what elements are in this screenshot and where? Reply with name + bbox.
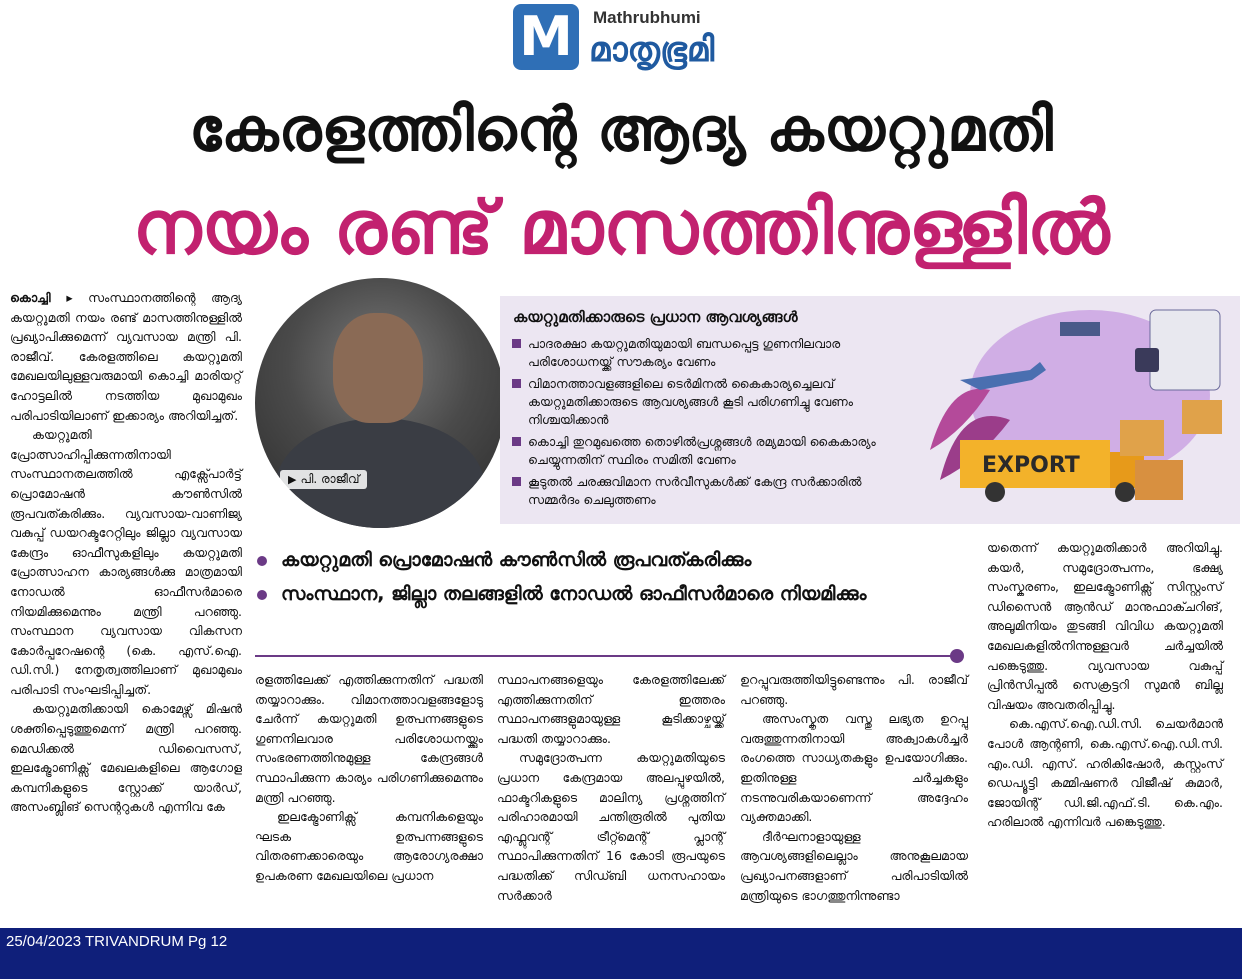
footer-text: 25/04/2023 TRIVANDRUM Pg 12	[6, 933, 228, 950]
square-bullet-icon	[512, 477, 521, 486]
article-column-3	[497, 670, 725, 905]
article-column-4	[740, 670, 968, 905]
logo-badge: M	[513, 4, 579, 70]
article-column-1	[10, 288, 242, 817]
list-item: വിമാനത്താവളങ്ങളിലെ ടെർമിനൽ കൈകാര്യച്ചെലവ് കയറ്റുമതിക്കാരുടെ ആവശ്യങ്ങൾ കൂടി പരിഗണിച്ചു വേണം നിശ്ചയിക്കാൻ	[512, 375, 912, 429]
play-icon: ▶	[288, 473, 297, 486]
headline-line-1: കേരളത്തിന്റെ ആദ്യ കയറ്റുമതി	[189, 95, 1053, 165]
square-bullet-icon	[512, 339, 521, 348]
list-item: കൂടുതൽ ചരക്കുവിമാന സർവീസുകൾക്ക് കേന്ദ്ര സർക്കാരിൽ സമ്മർദം ചെലുത്തണം	[512, 473, 912, 509]
article-column-5	[987, 538, 1223, 832]
truck-wheel	[1115, 482, 1135, 502]
paragraph: രളത്തിലേക്ക് എത്തിക്കുന്നതിന് പദ്ധതി തയ്യാറാക്കും. വിമാനത്താവളങ്ങളോടു ചേർന്ന് കയറ്റുമതി ഉത്പന്നങ്ങളുടെ ഗുണനിലവാര പരിശോധനയ്ക്കും സംഭരണത്തിനുമുള്ള കേന്ദ്രങ്ങൾ സ്ഥാപിക്കുന്ന കാര്യം പരിഗണിക്കുമെന്നും മന്ത്രി പറഞ്ഞു.	[255, 672, 483, 805]
key-point: കയറ്റുമതി പ്രൊമോഷൻ കൗൺസിൽ രൂപവത്കരിക്കും	[255, 545, 965, 575]
paragraph: കെ.എസ്.ഐ.ഡി.സി. ചെയർമാൻ പോൾ ആന്റണി, കെ.എസ്.ഐ.ഡി.സി. എം.ഡി. എസ്. ഹരികിഷോർ, കസ്റ്റംസ് ഡെപ്യൂട്ടി കമ്മിഷണർ വിജീഷ് കുമാർ, ജോയിന്റ് ഡി.ജി.എഫ്.ടി. കെ.എം. ഹരിലാൽ എന്നിവർ പങ്കെടുത്തു.	[987, 716, 1223, 830]
minister-photo	[255, 278, 505, 528]
clipboard-icon	[1150, 310, 1220, 390]
export-illustration	[920, 300, 1240, 522]
round-bullet-icon	[257, 556, 267, 566]
photo-caption	[280, 470, 367, 489]
key-point: സംസ്ഥാന, ജില്ലാ തലങ്ങളിൽ നോഡൽ ഓഫീസർമാരെ നിയമിക്കും	[255, 579, 965, 609]
paragraph: യതെന്ന് കയറ്റുമതിക്കാർ അറിയിച്ചു. കയർ, സമുദ്രോത്പന്നം, ഭക്ഷ്യ സംസ്കരണം, ഇലക്ട്രോണിക്സ് സിസ്റ്റംസ് ഡിസൈൻ ആൻഡ് മാനുഫാക്ചറിങ്, അലൂമിനിയം തുടങ്ങി വിവിധ കയറ്റുമതി മേഖലകളിൽനിന്നുള്ളവർ ചർച്ചയിൽ പങ്കെടുത്തു. വ്യവസായ വകുപ്പ് പ്രിൻസിപ്പൽ സെക്രട്ടറി സുമൻ ബില്ല വിഷയം അവതരിപ്പിച്ചു.	[987, 540, 1223, 712]
train-icon	[1135, 348, 1159, 372]
article-column-2	[255, 670, 483, 886]
headline-line-2: നയം രണ്ട് മാസത്തിനുള്ളിൽ	[132, 185, 1110, 271]
paragraph: സ്ഥാപനങ്ങളെയും കേരളത്തിലേക്ക് എത്തിക്കുന്നതിന് ഇത്തരം സ്ഥാപനങ്ങളുമായുള്ള കൂടിക്കാഴ്ചയ്ക്ക് പദ്ധതി തയ്യാറാക്കും.	[497, 672, 725, 746]
paragraph: അസംസ്കൃത വസ്തു ലഭ്യത ഉറപ്പു വരുത്തുന്നതിനായി അക്വാകൾച്ചർ രംഗത്തെ സാധ്യതകളും ഉപയോഗിക്കും. ഇതിനുള്ള ചർച്ചകളും നടന്നുവരികയാണെന്ന് അദ്ദേഹം വ്യക്തമാക്കി.	[740, 711, 968, 825]
info-box-title: കയറ്റുമതിക്കാരുടെ പ്രധാന ആവശ്യങ്ങൾ	[513, 308, 798, 326]
key-points	[255, 545, 965, 613]
paragraph: കയറ്റുമതിക്കായി കൊമേഴ്സ് മിഷൻ ശക്തിപ്പെടുത്തുമെന്ന് മന്ത്രി പറഞ്ഞു. മെഡിക്കൽ ഡിവൈസസ്, ഇലക്ട്രോണിക്സ് മേഖലകളിലെ ആഗോള കമ്പനികളുടെ സ്റ്റോക്ക് യാർഡ്, അസംബ്ലിങ് സെന്ററുകൾ എന്നിവ കേ	[10, 701, 242, 815]
box-icon	[1135, 460, 1183, 500]
dateline: കൊച്ചി ▸	[10, 290, 73, 305]
truck-wheel	[985, 482, 1005, 502]
round-bullet-icon	[257, 590, 267, 600]
paragraph: സംസ്ഥാനത്തിന്റെ ആദ്യ കയറ്റുമതി നയം രണ്ട് മാസത്തിനുള്ളിൽ പ്രഖ്യാപിക്കുമെന്ന് വ്യവസായ മന്ത്രി പി. രാജീവ്. കേരളത്തിലെ കയറ്റുമതി മേഖലയിലുള്ളവരുമായി കൊച്ചി മാരിയറ്റ് ഹോട്ടലിൽ നടത്തിയ മുഖാമുഖം പരിപാടിയിലാണ് ഇക്കാര്യം അറിയിച്ചത്.	[10, 290, 242, 423]
logo-name-malayalam: മാതൃഭൂമി	[589, 30, 715, 70]
divider-end-dot	[950, 649, 964, 663]
paragraph: ഇലക്ട്രോണിക്സ് കമ്പനികളെയും ഘടക ഉത്പന്നങ്ങളുടെ വിതരണക്കാരെയും ആരോഗ്യരക്ഷാ ഉപകരണ മേഖലയിലെ പ്രധാന	[255, 809, 483, 883]
info-box-list	[512, 335, 912, 513]
square-bullet-icon	[512, 437, 521, 446]
footer-bar	[0, 928, 1242, 979]
photo-figure-head	[333, 313, 423, 423]
masthead-logo	[513, 4, 783, 74]
export-label: EXPORT	[982, 453, 1080, 478]
square-bullet-icon	[512, 379, 521, 388]
paragraph: സമുദ്രോത്പന്ന കയറ്റുമതിയുടെ പ്രധാന കേന്ദ്രമായ അലപ്പുഴയിൽ, ഫാക്ടറികളുടെ മാലിന്യ പ്രശ്നത്തിന് പരിഹാരമായി ചന്തിരൂരിൽ പുതിയ എഫ്ലുവന്റ് ട്രീറ്റ്മെന്റ് പ്ലാന്റ് സ്ഥാപിക്കുന്നതിന് 16 കോടി രൂപയുടെ പദ്ധതിക്ക് സിഡ്ബി ധനസഹായം സർക്കാർ	[497, 750, 725, 903]
logo-name-english: Mathrubhumi	[593, 8, 701, 27]
photo-caption-text: പി. രാജീവ്	[300, 472, 360, 486]
divider-rule	[255, 655, 955, 657]
ship-icon	[1060, 322, 1100, 336]
box-icon	[1182, 400, 1222, 434]
paragraph: ദീർഘനാളായുള്ള ആവശ്യങ്ങളിലെല്ലാം അനുകൂലമായ പ്രഖ്യാപനങ്ങളാണ് പരിപാടിയിൽ മന്ത്രിയുടെ ഭാഗത്തുനിന്നുണ്ടാ	[740, 828, 968, 903]
list-item: കൊച്ചി തുറമുഖത്തെ തൊഴിൽപ്രശ്നങ്ങൾ രമ്യമായി കൈകാര്യം ചെയ്യുന്നതിന് സ്ഥിരം സമിതി വേണം	[512, 433, 912, 469]
paragraph: ഉറപ്പുവരുത്തിയിട്ടുണ്ടെന്നും പി. രാജീവ് പറഞ്ഞു.	[740, 672, 968, 707]
paragraph: കയറ്റുമതി പ്രോത്സാഹിപ്പിക്കുന്നതിനായി സംസ്ഥാനതലത്തിൽ എക്സ്പോർട്ട് പ്രൊമോഷൻ കൗൺസിൽ രൂപവത്കരിക്കും. വ്യവസായ-വാണിജ്യ വകുപ്പ് ഡയറക്ടറേറ്റിലും ജില്ലാ വ്യവസായ കേന്ദ്രം ഓഫീസുകളിലും കയറ്റുമതി പ്രോത്സാഹന കാര്യങ്ങൾക്കു മാത്രമായി നോഡൽ ഓഫീസർമാരെ നിയമിക്കുമെന്നും മന്ത്രി പറഞ്ഞു. സംസ്ഥാന വ്യവസായ വികസന കോർപ്പറേഷന്റെ (കെ. എസ്.ഐ. ഡി.സി.) നേതൃത്വത്തിലാണ് മുഖാമുഖം പരിപാടി സംഘടിപ്പിച്ചത്.	[10, 427, 242, 697]
box-icon	[1120, 420, 1164, 456]
list-item: പാദരക്ഷാ കയറ്റുമതിയുമായി ബന്ധപ്പെട്ട ഗുണനിലവാര പരിശോധനയ്ക്ക് സൗകര്യം വേണം	[512, 335, 912, 371]
